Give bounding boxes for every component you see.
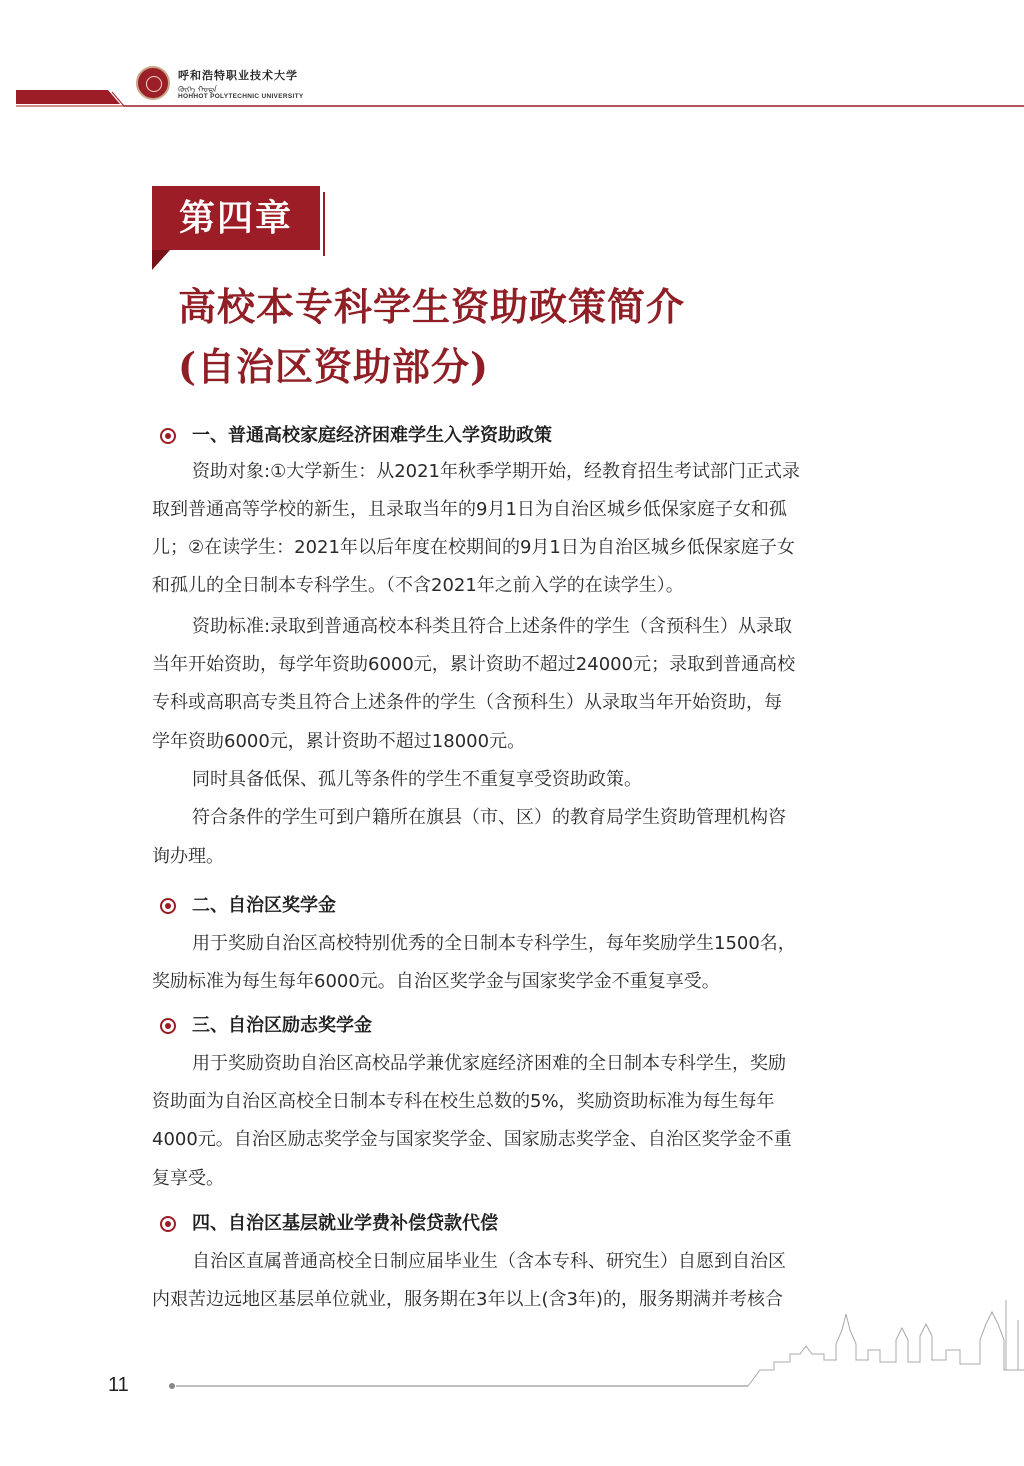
university-name-cn: 呼和浩特职业技术大学	[178, 69, 298, 82]
paragraph-line: 当年开始资助，每学年资助6000元，累计资助不超过24000元；录取到普通高校	[152, 654, 796, 675]
paragraph-line: 询办理。	[152, 846, 224, 867]
paragraph-line: 同时具备低保、孤儿等条件的学生不重复享受资助政策。	[192, 769, 642, 790]
paragraph-line: 符合条件的学生可到户籍所在旗县（市、区）的教育局学生资助管理机构咨	[192, 807, 786, 828]
paragraph-line: 用于奖励自治区高校特别优秀的全日制本专科学生，每年奖励学生1500名，	[192, 933, 796, 954]
chapter-badge	[152, 186, 320, 250]
page-header	[0, 0, 1024, 120]
paragraph-line: 4000元。自治区励志奖学金与国家奖学金、国家励志奖学金、自治区奖学金不重	[152, 1129, 792, 1150]
paragraph-line: 和孤儿的全日制本专科学生。（不含2021年之前入学的在读学生）。	[152, 575, 684, 596]
chapter-title-line2: (自治区资助部分)	[178, 344, 489, 389]
university-logo-icon	[136, 66, 170, 100]
university-name-en: HOHHOT POLYTECHNIC UNIVERSITY	[178, 93, 304, 100]
paragraph-line: 奖励标准为每生每年6000元。自治区奖学金与国家奖学金不重复享受。	[152, 971, 720, 992]
bullet-circle-icon	[160, 898, 176, 914]
bullet-circle-icon	[160, 428, 176, 444]
chapter-badge-fold	[152, 250, 182, 274]
university-name-mongolian: ᠬᠥᠬᠡ ᠬᠣᠲᠠ	[178, 85, 217, 94]
page-number: 11	[108, 1374, 129, 1396]
chapter-label: 第四章	[178, 197, 293, 239]
bullet-circle-icon	[160, 1018, 176, 1034]
paragraph-line: 资助标准:录取到普通高校本科类且符合上述条件的学生（含预科生）从录取	[192, 616, 793, 637]
footer-skyline-graphic	[0, 1300, 1024, 1400]
paragraph-line: 用于奖励资助自治区高校品学兼优家庭经济困难的全日制本专科学生，奖励	[192, 1053, 786, 1074]
paragraph-line: 学年资助6000元，累计资助不超过18000元。	[152, 731, 526, 752]
paragraph-line: 内艰苦边远地区基层单位就业，服务期在3年以上(含3年)的，服务期满并考核合	[152, 1289, 783, 1310]
chapter-badge-edge	[320, 192, 330, 256]
paragraph-line: 自治区直属普通高校全日制应届毕业生（含本专科、研究生）自愿到自治区	[192, 1251, 786, 1272]
header-band-graphic	[0, 0, 1024, 120]
paragraph-line: 专科或高职高专类且符合上述条件的学生（含预科生）从录取当年开始资助，每	[152, 692, 782, 713]
paragraph-line: 取到普通高等学校的新生，且录取当年的9月1日为自治区城乡低保家庭子女和孤	[152, 499, 787, 520]
paragraph-line: 儿；②在读学生：2021年以后年度在校期间的9月1日为自治区城乡低保家庭子女	[152, 537, 795, 558]
paragraph-line: 复享受。	[152, 1168, 224, 1189]
paragraph-line: 资助面为自治区高校全日制本专科在校生总数的5%，奖励资助标准为每生每年	[152, 1091, 775, 1112]
paragraph-line: 资助对象:①大学新生：从2021年秋季学期开始，经教育招生考试部门正式录	[192, 461, 801, 482]
chapter-title-line1: 高校本专科学生资助政策简介	[178, 284, 686, 329]
bullet-circle-icon	[160, 1216, 176, 1232]
